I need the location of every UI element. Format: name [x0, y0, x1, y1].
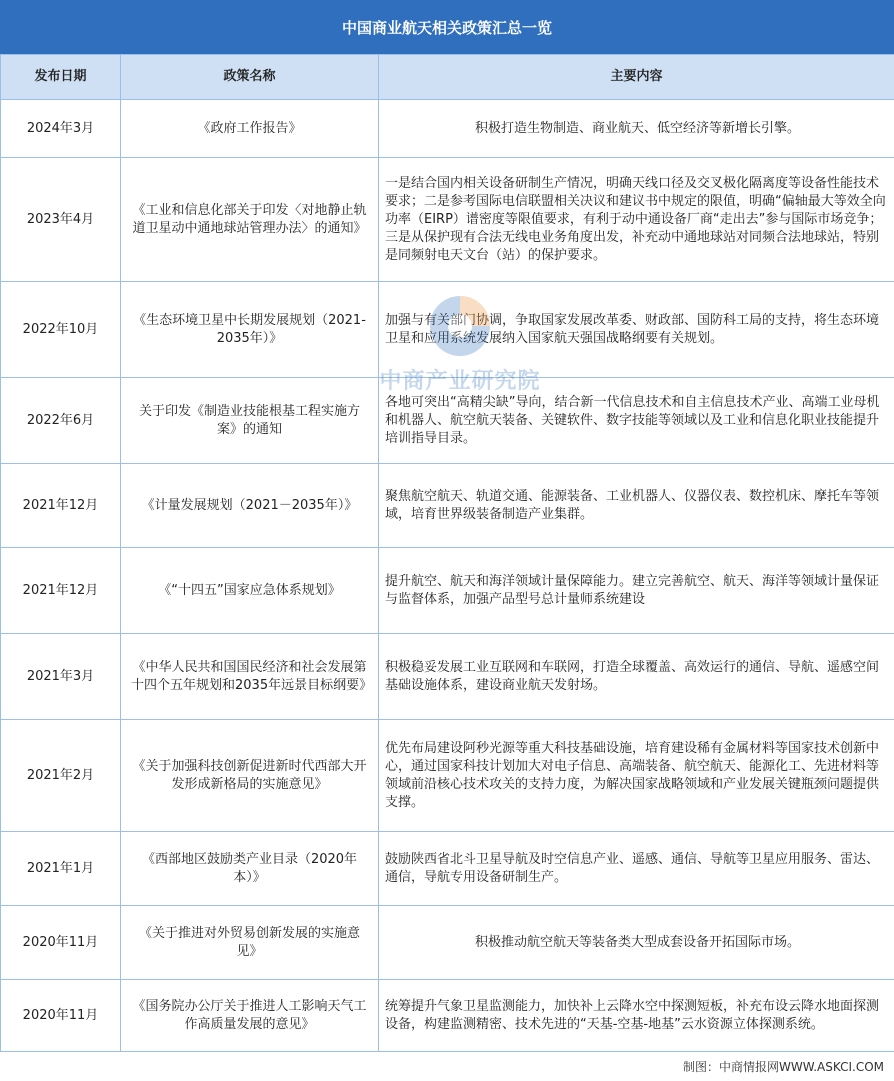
table-row	[1, 980, 894, 1052]
row-date: 2022年6月	[1, 378, 121, 464]
row-date: 2020年11月	[1, 906, 121, 980]
row-content: 积极推动航空航天等装备类大型成套设备开拓国际市场。	[379, 906, 894, 980]
table-row	[1, 720, 894, 832]
policy-table	[0, 54, 894, 1052]
row-policy-name: 《政府工作报告》	[121, 100, 379, 158]
row-content: 积极打造生物制造、商业航天、低空经济等新增长引擎。	[379, 100, 894, 158]
row-content: 统筹提升气象卫星监测能力，加快补上云降水空中探测短板，补充布设云降水地面探测设备，构建监测精密、技术先进的“天基-空基-地基”云水资源立体探测系统。	[379, 980, 894, 1052]
table-row	[1, 906, 894, 980]
row-content: 优先布局建设阿秒光源等重大科技基础设施，培育建设稀有金属材料等国家技术创新中心，通过国家科技计划加大对电子信息、高端装备、航空航天、能源化工、先进材料等领域前沿核心技术攻关的支持力度，为解决国家战略领域和产业发展关键瓶颈问题提供支撑。	[379, 720, 894, 832]
header-content: 主要内容	[379, 55, 894, 100]
row-policy-name: 《“十四五”国家应急体系规划》	[121, 548, 379, 634]
page-title: 中国商业航天相关政策汇总一览	[0, 0, 894, 54]
table-row	[1, 548, 894, 634]
row-date: 2021年12月	[1, 548, 121, 634]
row-date: 2021年1月	[1, 832, 121, 906]
row-content: 积极稳妥发展工业互联网和车联网，打造全球覆盖、高效运行的通信、导航、遥感空间基础设施体系，建设商业航天发射场。	[379, 634, 894, 720]
row-content: 各地可突出“高精尖缺”导向，结合新一代信息技术和自主信息技术产业、高端工业母机和机器人、航空航天装备、关键软件、数字技能等领域以及工业和信息化职业技能提升培训指导目录。	[379, 378, 894, 464]
table-row	[1, 832, 894, 906]
watermark-text: 中商产业研究院	[379, 369, 541, 394]
table-body	[1, 100, 894, 1052]
row-policy-name: 《生态环境卫星中长期发展规划（2021-2035年）》	[121, 282, 379, 378]
table-row	[1, 464, 894, 548]
table-row	[1, 378, 894, 464]
header-date: 发布日期	[1, 55, 121, 100]
table-row	[1, 282, 894, 378]
header-row	[1, 55, 894, 100]
row-date: 2021年2月	[1, 720, 121, 832]
row-content: 一是结合国内相关设备研制生产情况，明确天线口径及交叉极化隔离度等设备性能技术要求；二是参考国际电信联盟相关决议和建议书中规定的限值，明确“偏轴最大等效全向功率（EIRP）谱密度等限值要求，有利于动中通设备厂商“走出去”参与国际市场竞争；三是从保护现有合法无线电业务角度出发，补充动中通地球站对同频合法地球站，特别是同频射电天文台（站）的保护要求。	[379, 158, 894, 282]
row-date: 2020年11月	[1, 980, 121, 1052]
row-content: 鼓励陕西省北斗卫星导航及时空信息产业、遥感、通信、导航等卫星应用服务、雷达、通信，导航专用设备研制生产。	[379, 832, 894, 906]
table-row	[1, 634, 894, 720]
row-policy-name: 《计量发展规划（2021－2035年）》	[121, 464, 379, 548]
row-content: 提升航空、航天和海洋领域计量保障能力。建立完善航空、航天、海洋等领域计量保证与监督体系，加强产品型号总计量师系统建设	[379, 548, 894, 634]
header-name: 政策名称	[121, 55, 379, 100]
row-date: 2021年3月	[1, 634, 121, 720]
row-policy-name: 《工业和信息化部关于印发〈对地静止轨道卫星动中通地球站管理办法〉的通知》	[121, 158, 379, 282]
table-row	[1, 100, 894, 158]
row-content: 加强与有关部门协调，争取国家发展改革委、财政部、国防科工局的支持，将生态环境卫星和应用系统发展纳入国家航天强国战略纲要有关规划。	[379, 282, 894, 378]
row-date: 2024年3月	[1, 100, 121, 158]
row-policy-name: 《中华人民共和国国民经济和社会发展第十四个五年规划和2035年远景目标纲要》	[121, 634, 379, 720]
table-header	[1, 55, 894, 100]
row-date: 2023年4月	[1, 158, 121, 282]
row-policy-name: 关于印发《制造业技能根基工程实施方案》的通知	[121, 378, 379, 464]
table-row	[1, 158, 894, 282]
row-policy-name: 《关于加强科技创新促进新时代西部大开发形成新格局的实施意见》	[121, 720, 379, 832]
row-policy-name: 《西部地区鼓励类产业目录（2020年本）》	[121, 832, 379, 906]
row-content: 聚焦航空航天、轨道交通、能源装备、工业机器人、仪器仪表、数控机床、摩托车等领域，培育世界级装备制造产业集群。	[379, 464, 894, 548]
source-credit: 制图：中商情报网WWW.ASKCI.COM	[683, 1060, 884, 1074]
row-date: 2022年10月	[1, 282, 121, 378]
row-date: 2021年12月	[1, 464, 121, 548]
row-policy-name: 《国务院办公厅关于推进人工影响天气工作高质量发展的意见》	[121, 980, 379, 1052]
row-policy-name: 《关于推进对外贸易创新发展的实施意见》	[121, 906, 379, 980]
